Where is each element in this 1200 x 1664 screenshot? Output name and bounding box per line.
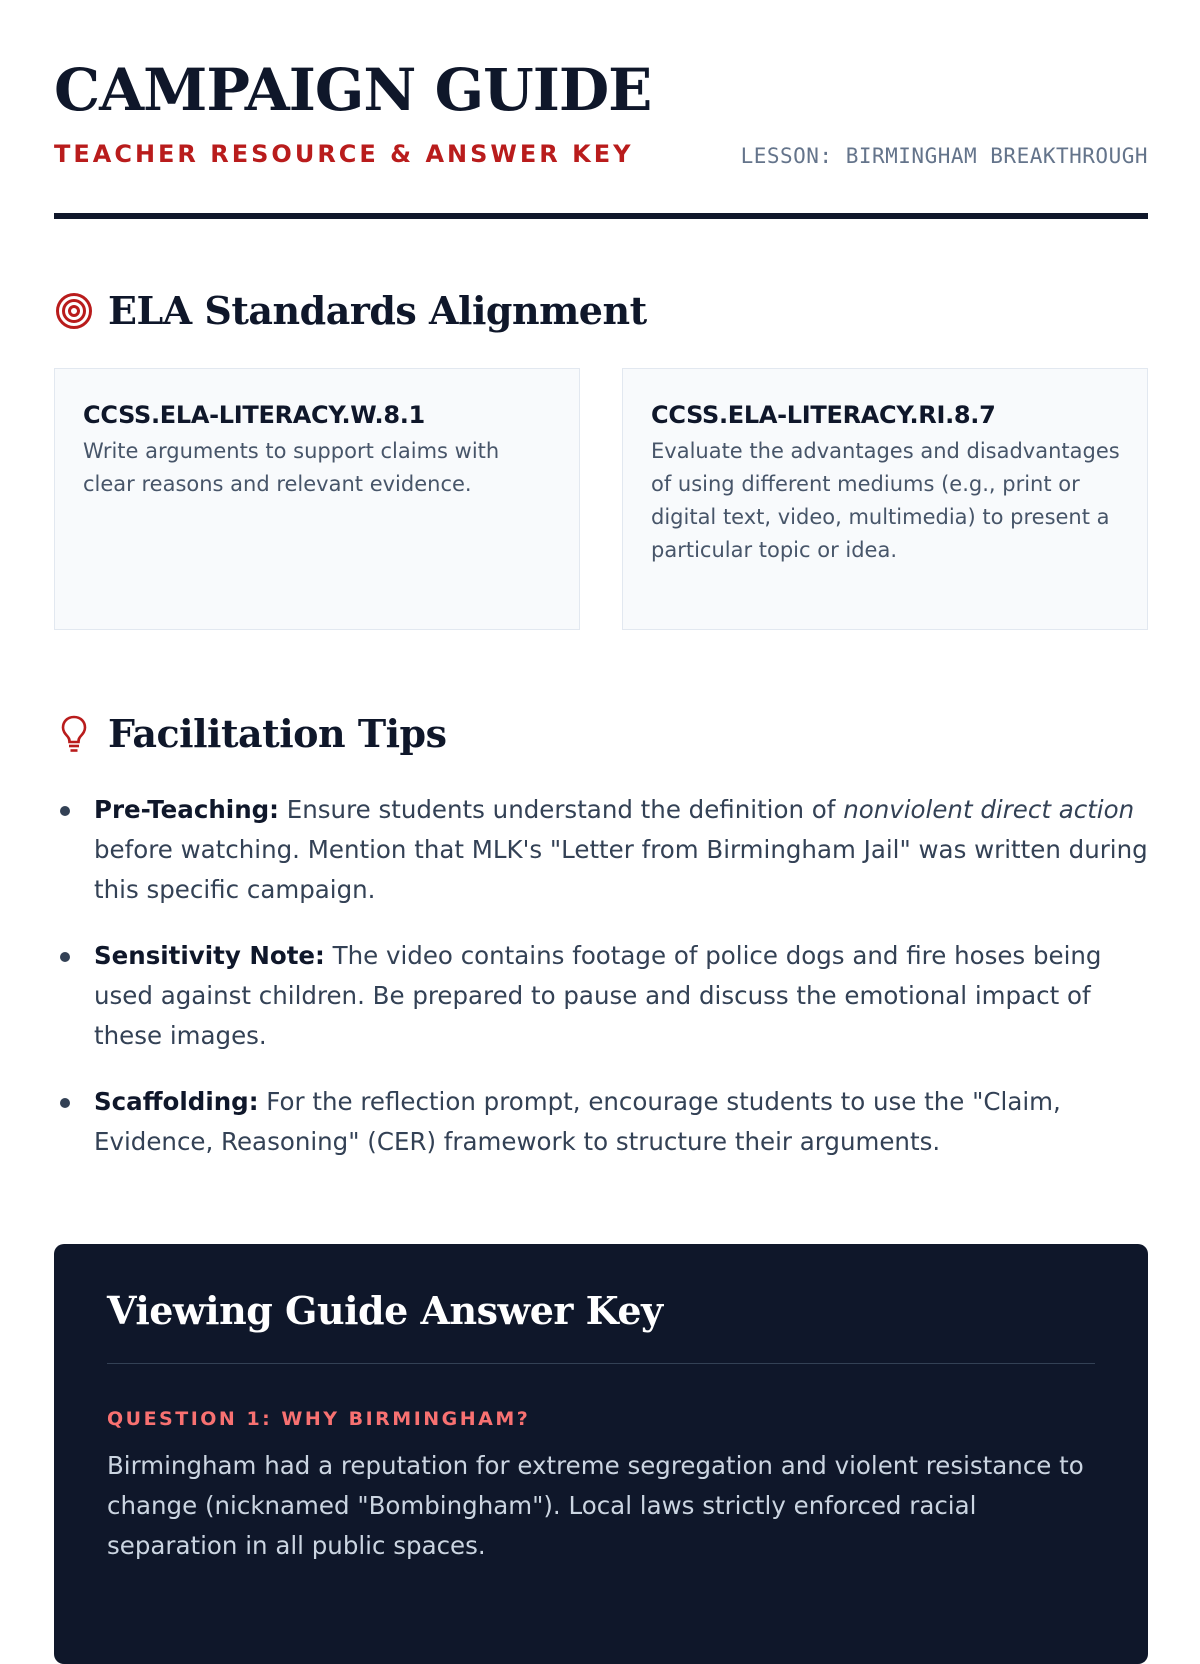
header-divider — [54, 213, 1148, 219]
standard-code: CCSS.ELA-LITERACY.RI.8.7 — [651, 401, 996, 429]
standard-card — [622, 368, 1148, 630]
page-title: CAMPAIGN GUIDE — [54, 56, 652, 124]
tip-text: before watching. Mention that MLK's "Letter from Birmingham Jail" was written during this specific campaign. — [94, 835, 1148, 904]
tips-list — [54, 790, 1148, 1188]
target-icon — [54, 291, 94, 331]
page-subtitle: TEACHER RESOURCE & ANSWER KEY — [54, 140, 634, 168]
question-label: QUESTION 1: WHY BIRMINGHAM? — [107, 1408, 531, 1430]
lightbulb-icon — [54, 714, 94, 754]
tip-label: Pre-Teaching: — [94, 795, 279, 824]
answer-key-panel — [54, 1244, 1148, 1664]
tip-text: The video contains footage of police dogs and fire hoses being used against children. Be prepared to pause and discuss the emotional impact of these images. — [94, 941, 1102, 1050]
list-item — [54, 1082, 1148, 1162]
answer-key-heading: Viewing Guide Answer Key — [107, 1288, 663, 1333]
tip-text: For the reflection prompt, encourage students to use the "Claim, Evidence, Reasoning" (CER) framework to structure their arguments. — [94, 1087, 1061, 1156]
lesson-label: LESSON: BIRMINGHAM BREAKTHROUGH — [740, 144, 1148, 168]
standard-code: CCSS.ELA-LITERACY.W.8.1 — [83, 401, 425, 429]
tips-section-header — [54, 711, 447, 756]
standard-card — [54, 368, 580, 630]
list-item — [54, 790, 1148, 910]
tip-emphasis: nonviolent direct action — [843, 795, 1135, 824]
tip-label: Sensitivity Note: — [94, 941, 325, 970]
question-answer: Birmingham had a reputation for extreme segregation and violent resistance to change (nicknamed "Bombingham"). Local laws strictly enforced racial separation in all public spaces. — [107, 1451, 1084, 1560]
bullet-icon — [60, 1098, 70, 1108]
standards-heading: ELA Standards Alignment — [108, 288, 647, 333]
tip-text: Ensure students understand the definition of — [278, 795, 844, 824]
bullet-icon — [60, 952, 70, 962]
list-item — [54, 936, 1148, 1056]
tip-label: Scaffolding: — [94, 1087, 259, 1116]
standards-section-header — [54, 288, 647, 333]
answer-key-divider — [107, 1363, 1095, 1364]
tips-heading: Facilitation Tips — [108, 711, 447, 756]
bullet-icon — [60, 806, 70, 816]
standard-description: Write arguments to support claims with clear reasons and relevant evidence. — [83, 439, 500, 496]
standard-description: Evaluate the advantages and disadvantages of using different mediums (e.g., print or digital text, video, multimedia) to present a particular topic or idea. — [651, 439, 1120, 562]
